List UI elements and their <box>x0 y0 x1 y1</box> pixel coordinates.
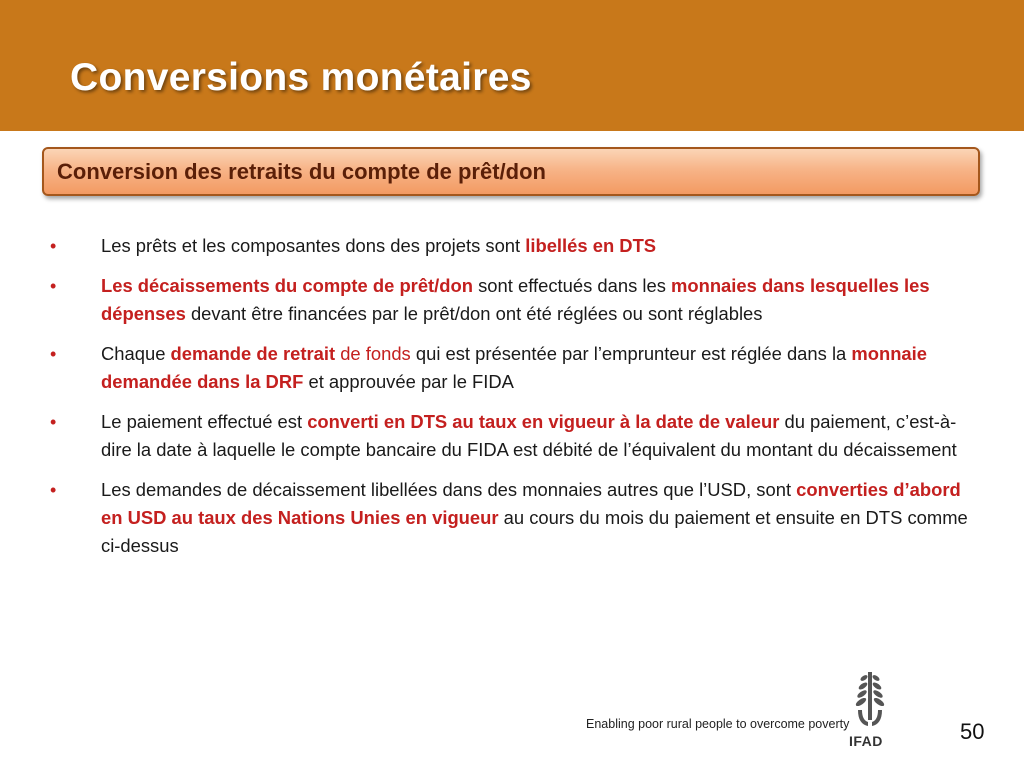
bullet-highlight-text: monnaie demandée dans la DRF <box>101 343 927 392</box>
bullet-text: et approuvée par le FIDA <box>303 371 514 392</box>
section-banner-title: Conversion des retraits du compte de prêt/don <box>57 159 546 184</box>
bullet-item <box>50 232 970 260</box>
bullet-highlight-text: converties d’abord en USD au taux des Nations Unies en vigueur <box>101 479 961 528</box>
bullet-marker: • <box>50 412 57 432</box>
bullet-text: sont effectués dans les <box>473 275 671 296</box>
bullet-text: Les prêts et les composantes dons des projets sont <box>101 235 526 256</box>
bullet-marker: • <box>50 344 57 364</box>
bullet-list <box>50 232 970 572</box>
section-banner <box>42 147 980 196</box>
bullet-item <box>50 408 970 464</box>
ifad-logo-text: IFAD <box>849 733 883 749</box>
bullet-item <box>50 476 970 560</box>
bullet-highlight-text: monnaies dans lesquelles les dépenses <box>101 275 930 324</box>
bullet-item <box>50 272 970 328</box>
bullet-marker: • <box>50 480 57 500</box>
bullet-highlight-text: libellés en DTS <box>525 235 657 256</box>
bullet-marker: • <box>50 236 57 256</box>
bullet-marker: • <box>50 276 57 296</box>
bullet-item <box>50 340 970 396</box>
bullet-text: au cours du mois du paiement et ensuite en DTS comme ci-dessus <box>101 507 968 556</box>
bullet-highlight-text: demande de retrait <box>170 343 336 364</box>
bullet-highlight-text: de fonds <box>335 343 411 364</box>
page-number: 50 <box>960 719 985 744</box>
bullet-text: qui est présentée par l’emprunteur est réglée dans la <box>410 343 852 364</box>
bullet-text: du paiement, c’est-à-dire la date à laquelle le compte bancaire du FIDA est débité de l’équivalent du montant du décaissement <box>101 411 957 460</box>
bullet-text: Le paiement effectué est <box>101 411 308 432</box>
bullet-text: Les demandes de décaissement libellées dans des monnaies autres que l’USD, sont <box>101 479 797 500</box>
bullet-highlight-text: Les décaissements du compte de prêt/don <box>101 275 473 296</box>
bullet-text: devant être financées par le prêt/don ont été réglées ou sont réglables <box>185 303 763 324</box>
bullet-highlight-text: converti en DTS au taux en vigueur à la date de valeur <box>307 411 780 432</box>
bullet-text: Chaque <box>101 343 171 364</box>
slide-title: Conversions monétaires <box>70 56 532 99</box>
footer-tagline: Enabling poor rural people to overcome poverty <box>586 717 850 731</box>
